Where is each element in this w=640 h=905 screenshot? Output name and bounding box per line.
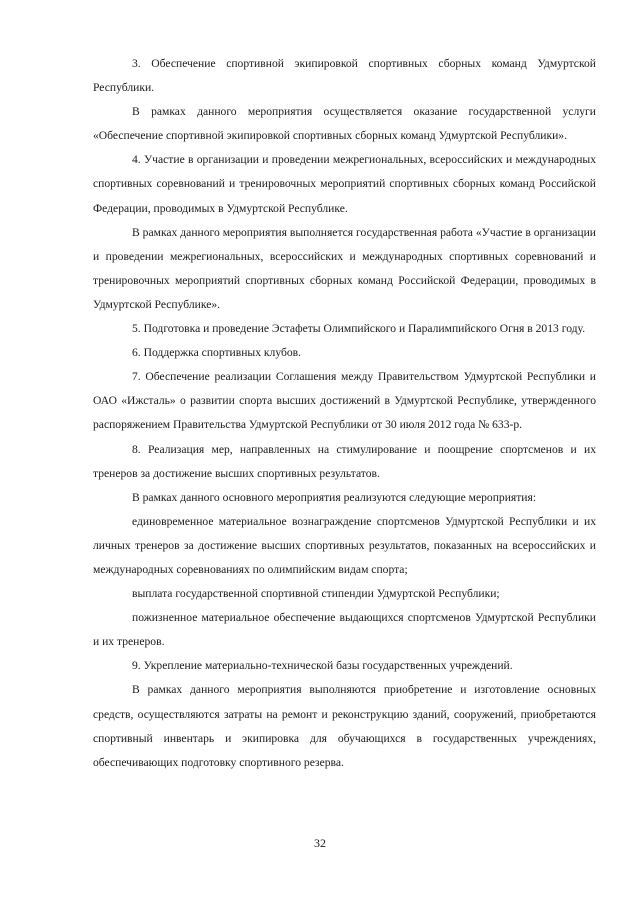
paragraph: 9. Укрепление материально-технической базы государственных учреждений. [132, 659, 513, 673]
paragraph: В рамках данного мероприятия выполняются приобретение и изготовление основных средств, осуществляются затраты на ремонт и реконструкцию зданий, сооружений, приобретаются спортивный инвентарь и экипировка для обучающихся в государственных учреждениях, обеспечивающих подготовку спортивного резерва. [93, 683, 596, 769]
paragraph: 7. Обеспечение реализации Соглашения между Правительством Удмуртской Республики и ОАО «Ижсталь» о развитии спорта высших достижений в Удмуртской Республике, утвержденного распоряжением Правительства Удмуртской Республики от 30 июля 2012 года № 633-р. [93, 370, 596, 432]
paragraph: 3. Обеспечение спортивной экипировкой спортивных сборных команд Удмуртской Республики. [93, 57, 596, 95]
page-body [93, 52, 596, 775]
paragraph: выплата государственной спортивной стипендии Удмуртской Республики; [132, 587, 500, 601]
paragraph: 5. Подготовка и проведение Эстафеты Олимпийского и Паралимпийского Огня в 2013 году. [132, 322, 586, 336]
paragraph: 4. Участие в организации и проведении межрегиональных, всероссийских и международных спортивных соревнований и тренировочных мероприятий спортивных сборных команд Российской Федерации, проводимых в Удмуртской Республике. [93, 153, 596, 215]
paragraph: единовременное материальное вознаграждение спортсменов Удмуртской Республики и их личных тренеров за достижение высших спортивных результатов, показанных на всероссийских и международных соревнованиях по олимпийским видам спорта; [93, 514, 596, 576]
paragraph: В рамках данного мероприятия выполняется государственная работа «Участие в организации и проведении межрегиональных, всероссийских и международных спортивных соревнований и тренировочных мероприятий спортивных сборных команд Российской Федерации, проводимых в Удмуртской Республике». [93, 225, 596, 311]
paragraph: В рамках данного основного мероприятия реализуются следующие мероприятия: [132, 490, 537, 504]
paragraph: 6. Поддержка спортивных клубов. [132, 346, 302, 360]
paragraph: пожизненное материальное обеспечение выдающихся спортсменов Удмуртской Республики и их тренеров. [93, 611, 596, 649]
paragraph: В рамках данного мероприятия осуществляется оказание государственной услуги «Обеспечение спортивной экипировкой спортивных сборных команд Удмуртской Республики». [93, 105, 596, 143]
paragraph: 8. Реализация мер, направленных на стимулирование и поощрение спортсменов и их тренеров за достижение высших спортивных результатов. [93, 442, 596, 480]
page-number: 32 [314, 836, 326, 850]
